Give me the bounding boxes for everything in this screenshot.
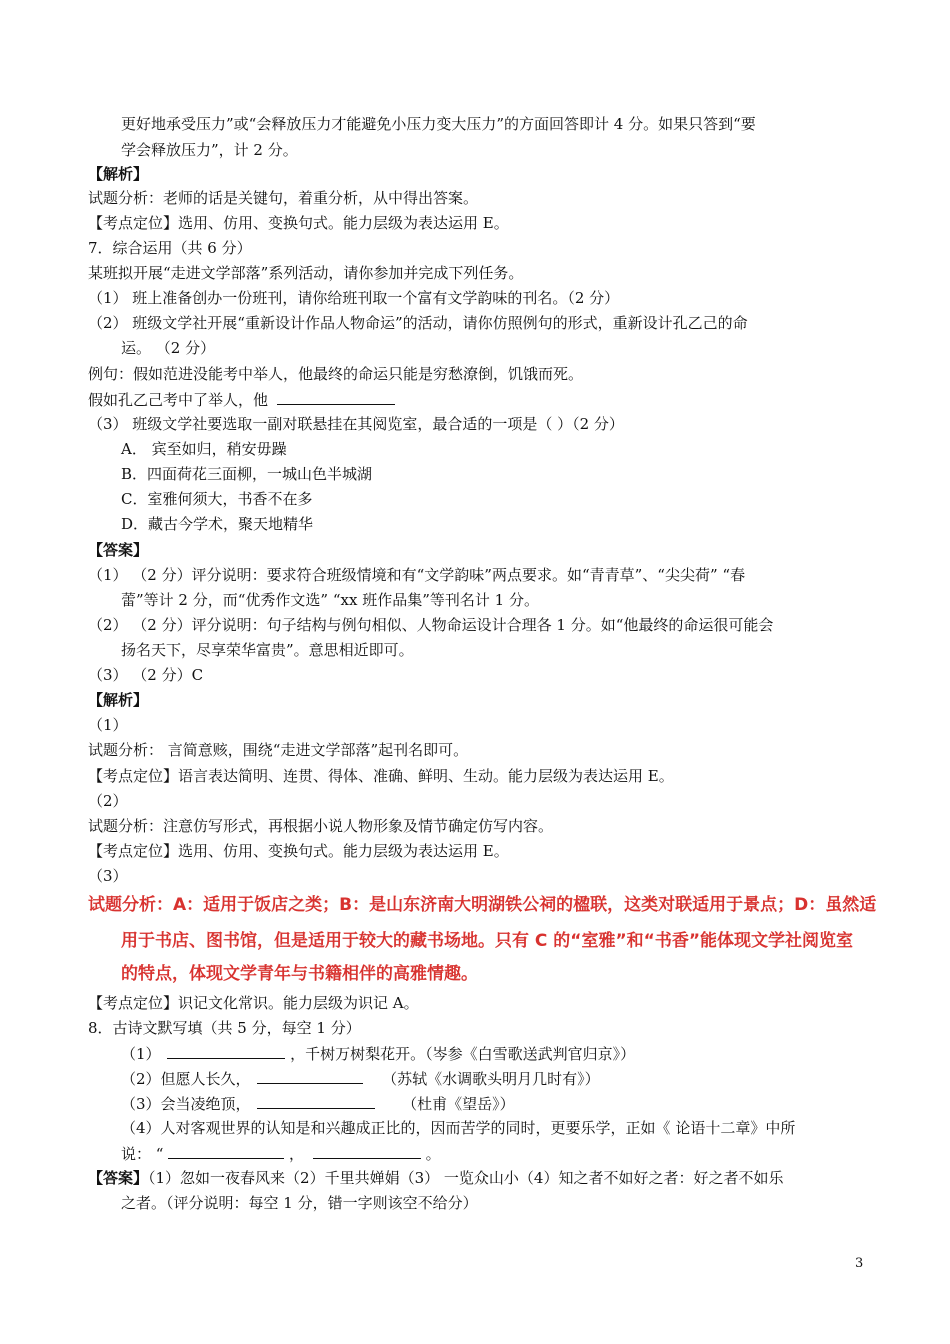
text-line: （2） （2 分）评分说明：句子结构与例句相似、人物命运设计合理各 1 分。如“他最终的命运很可能会 [88,616,774,634]
answer-blank [313,1143,421,1159]
text-line: （4）人对客观世界的认知是和兴趣成正比的，因而苦学的同时，更要乐学，正如《 论语十二章》中所 [121,1119,796,1137]
highlighted-analysis: 的特点，体现文学青年与书籍相伴的高雅情趣。 [121,964,478,984]
option-a: A． 宾至如归，稍安毋躁 [121,440,287,458]
highlighted-analysis: 用于书店、图书馆，但是适用于较大的藏书场地。只有 C 的“室雅”和“书香”能体现文学社阅览室 [121,931,854,951]
line-text: （1） [121,1045,161,1063]
text-line: （1） [88,716,128,734]
line-text: （杜甫《望岳》） [402,1095,515,1113]
line-text: ，千树万树梨花开。（岑参《白雪歌送武判官归京》） [290,1045,636,1063]
answer-blank [167,1043,285,1059]
text-line [88,1168,783,1188]
text-line: （2） 班级文学社开展“重新设计作品人物命运”的活动，请你仿照例句的形式，重新设计孔乙己的命 [88,314,748,332]
text-line: 之者。（评分说明：每空 1 分，错一字则该空不给分） [121,1194,478,1212]
text-line: 试题分析： 言简意赅，围绕“走进文学部落”起刊名即可。 [88,741,469,759]
answer-blank [168,1143,284,1159]
text-line: 【考点定位】选用、仿用、变换句式。能力层级为表达运用 E。 [88,214,509,232]
text-line: 【考点定位】选用、仿用、变换句式。能力层级为表达运用 E。 [88,842,509,860]
line-text: 说： “ [121,1145,164,1163]
text-line: 学会释放压力”，计 2 分。 [121,141,298,159]
line-text: （1）忽如一夜春风来（2）千里共婵娟（3） 一览众山小（4）知之者不如好之者：好之者不如乐 [148,1169,784,1187]
text-line: （3） （2 分）C [88,666,204,684]
text-line: 【考点定位】语言表达简明、连贯、得体、准确、鲜明、生动。能力层级为表达运用 E。 [88,767,674,785]
text-line [121,1143,441,1164]
text-line: （3） 班级文学社要选取一副对联悬挂在其阅览室，最合适的一项是（ ）（2 分） [88,415,624,433]
section-heading: 【答案】 [88,1169,149,1187]
text-line [88,389,395,410]
line-text: 假如孔乙己考中了举人，他 [88,391,269,409]
line-text: 。 [425,1145,441,1163]
answer-blank [257,1068,363,1084]
question-title: 8．古诗文默写填（共 5 分，每空 1 分） [88,1019,361,1037]
text-line: （1） （2 分）评分说明：要求符合班级情境和有“文学韵味”两点要求。如“青青草”、“尖尖荷” “春 [88,566,746,584]
line-text: （3）会当凌绝顶， [121,1095,251,1113]
text-line: （2） [88,792,128,810]
section-heading: 【答案】 [88,541,149,559]
text-line [121,1068,600,1089]
question-title: 7．综合运用（共 6 分） [88,239,252,257]
answer-blank [277,389,395,405]
text-line: 某班拟开展“走进文学部落”系列活动，请你参加并完成下列任务。 [88,264,524,282]
text-line: 更好地承受压力”或“会释放压力才能避免小压力变大压力”的方面回答即计 4 分。如果只答到“要 [121,115,756,133]
text-line: 蕾”等计 2 分，而“优秀作文选” “xx 班作品集”等刊名计 1 分。 [121,591,539,609]
text-line: 扬名天下，尽享荣华富贵”。意思相近即可。 [121,641,414,659]
line-text: （2）但愿人长久， [121,1070,251,1088]
text-line: 运。 （2 分） [121,339,216,357]
section-heading: 【解析】 [88,165,149,183]
option-c: C．室雅何须大，书香不在多 [121,490,313,508]
line-text: ， [289,1145,305,1163]
text-line [121,1093,515,1114]
text-line: 【考点定位】识记文化常识。能力层级为识记 A。 [88,994,419,1012]
text-line: （1） 班上准备创办一份班刊，请你给班刊取一个富有文学韵味的刊名。（2 分） [88,289,620,307]
highlighted-analysis: 试题分析：A：适用于饭店之类；B：是山东济南大明湖铁公祠的楹联，这类对联适用于景点；D：虽然适 [88,895,877,915]
option-d: D．藏古今学术，聚天地精华 [121,515,314,533]
text-line: 试题分析：注意仿写形式，再根据小说人物形象及情节确定仿写内容。 [88,817,554,835]
section-heading: 【解析】 [88,691,149,709]
option-b: B．四面荷花三面柳，一城山色半城湖 [121,465,373,483]
text-line [121,1043,635,1064]
answer-blank [257,1093,375,1109]
text-line: 试题分析：老师的话是关键句，着重分析，从中得出答案。 [88,189,479,207]
line-text: （苏轼《水调歌头明月几时有》） [382,1070,600,1088]
text-line: （3） [88,867,128,885]
text-line: 例句：假如范进没能考中举人，他最终的命运只能是穷愁潦倒，饥饿而死。 [88,365,584,383]
page-number: 3 [855,1256,864,1271]
